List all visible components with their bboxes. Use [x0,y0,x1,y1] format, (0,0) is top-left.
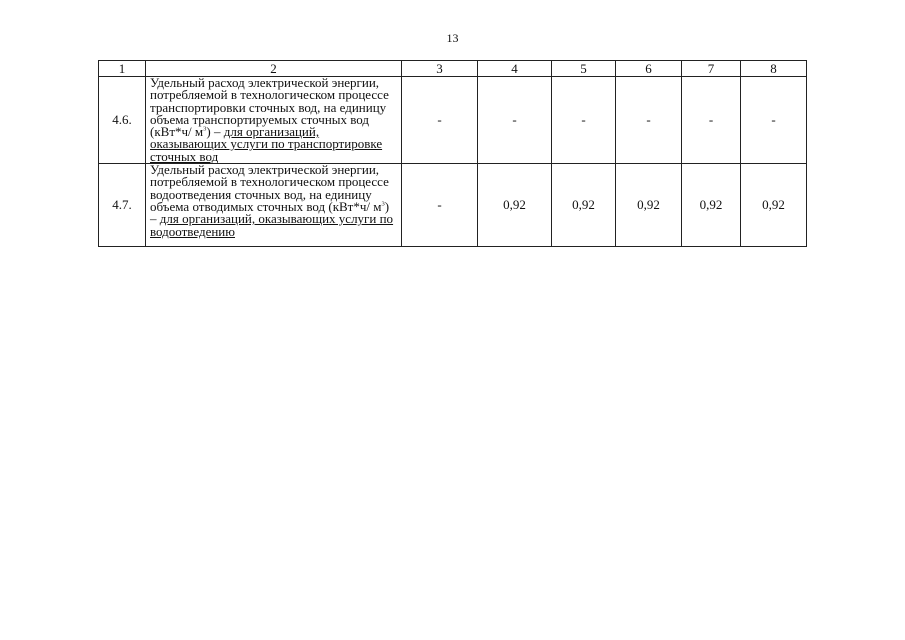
row-description [146,77,402,164]
description-text: ) – [150,198,390,227]
table-cell: - [616,77,682,164]
description-text: Удельный расход электрической энергии, потребляемой в технологическом процессе водоотведения сточных вод, на единицу объема отводимых сточных вод (кВт*ч/ м [150,162,389,214]
table-cell: 0,92 [478,164,552,247]
table-cell: 0,92 [682,164,741,247]
table-cell: 0,92 [552,164,616,247]
description-text: ) – [206,124,224,140]
column-header: 4 [478,61,552,77]
column-header: 5 [552,61,616,77]
table-cell: - [402,164,478,247]
description-underlined-text: для организаций, оказывающих услуги по водоотведению [150,211,394,239]
page-number: 13 [446,31,459,45]
table-row [99,77,807,164]
unit-superscript: 3 [203,125,207,133]
indicators-table [98,60,807,247]
unit-superscript: 3 [381,200,385,208]
description-underlined-text: для организаций, оказывающих услуги по транспортировке сточных вод [150,124,383,164]
description-text: Удельный расход электрической энергии, потребляемой в технологическом процессе транспортировки сточных вод, на единицу объема транспортируемых сточных вод (кВт*ч/ м [150,75,389,140]
table-row [99,164,807,247]
column-header: 1 [99,61,146,77]
table-cell: - [682,77,741,164]
row-description [146,164,402,247]
table-cell: 0,92 [741,164,807,247]
row-number: 4.6. [99,77,146,164]
column-header: 7 [682,61,741,77]
table-cell: - [552,77,616,164]
table-cell: - [478,77,552,164]
table-cell: - [741,77,807,164]
column-header: 2 [146,61,402,77]
table-cell: 0,92 [616,164,682,247]
column-header: 6 [616,61,682,77]
column-header: 3 [402,61,478,77]
row-number: 4.7. [99,164,146,247]
table-cell: - [402,77,478,164]
column-header: 8 [741,61,807,77]
